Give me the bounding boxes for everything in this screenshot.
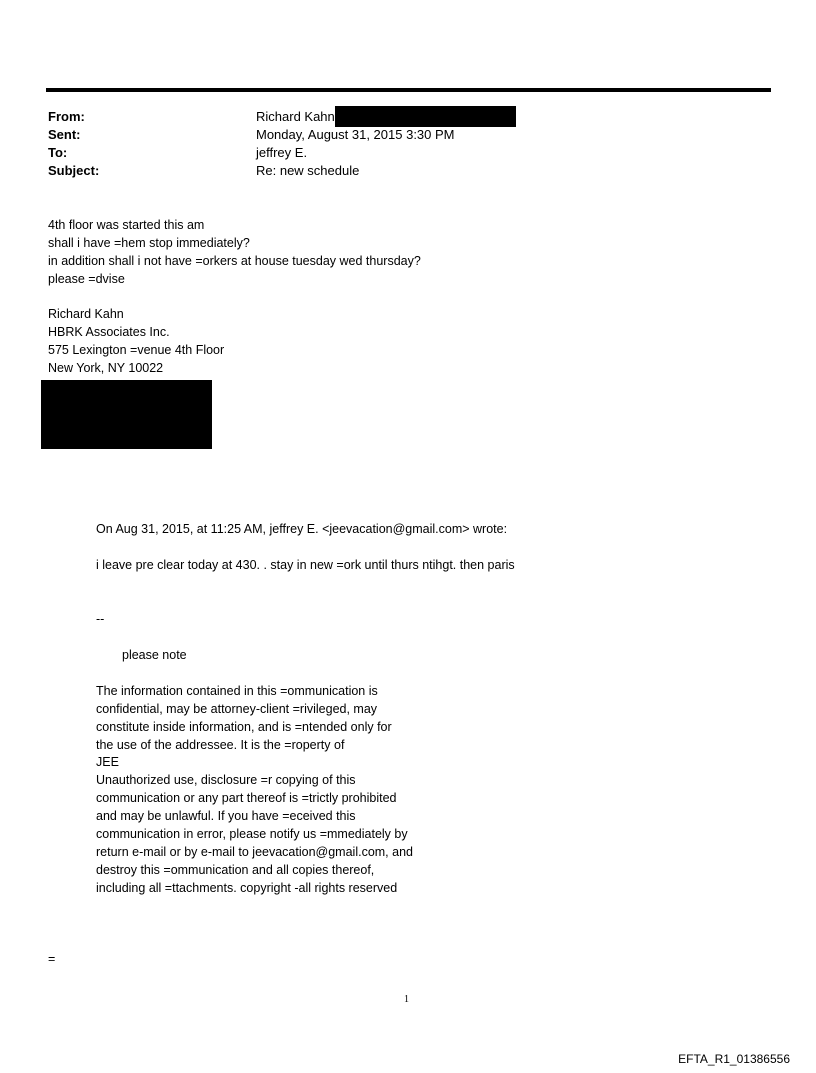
header-rule	[46, 88, 771, 92]
disclaimer-line: communication in error, please notify us =mmediately by	[96, 827, 408, 841]
signature-line: New York, NY 10022	[48, 361, 164, 375]
sent-label: Sent:	[48, 127, 81, 142]
body-line: in addition shall i not have =orkers at house tuesday wed thursday?	[48, 254, 421, 268]
disclaimer-line: including all =ttachments. copyright -all rights reserved	[96, 881, 398, 895]
disclaimer-line: the use of the addressee. It is the =roperty of	[96, 738, 345, 752]
quoted-intro: On Aug 31, 2015, at 11:25 AM, jeffrey E. <jeevacation@gmail.com> wrote:	[96, 522, 508, 536]
disclaimer-line: communication or any part thereof is =trictly prohibited	[96, 791, 397, 805]
from-label: From:	[48, 109, 85, 124]
page-number: 1	[404, 994, 409, 1005]
redaction-bar	[335, 106, 516, 127]
document-id: EFTA_R1_01386556	[678, 1052, 790, 1066]
to-value: jeffrey E.	[256, 145, 308, 160]
disclaimer-line: destroy this =ommunication and all copies thereof,	[96, 863, 375, 877]
subject-label: Subject:	[48, 163, 100, 178]
disclaimer-line: JEE	[96, 755, 119, 769]
redaction-block	[41, 380, 212, 449]
signature-line: Richard Kahn	[48, 307, 124, 321]
disclaimer-line: return e-mail or by e-mail to jeevacation@gmail.com, and	[96, 845, 413, 859]
body-line: 4th floor was started this am	[48, 218, 205, 232]
disclaimer-line: confidential, may be attorney-client =rivileged, may	[96, 702, 378, 716]
signature-line: HBRK Associates Inc.	[48, 325, 170, 339]
trailing-equals: =	[48, 952, 56, 966]
disclaimer-line: constitute inside information, and is =ntended only for	[96, 720, 392, 734]
disclaimer-line: The information contained in this =ommunication is	[96, 684, 378, 698]
to-label: To:	[48, 145, 68, 160]
subject-value: Re: new schedule	[256, 163, 360, 178]
from-value: Richard Kahn	[256, 109, 335, 124]
disclaimer-line: Unauthorized use, disclosure =r copying of this	[96, 773, 356, 787]
body-line: shall i have =hem stop immediately?	[48, 236, 250, 250]
signature-separator: --	[96, 612, 105, 626]
quoted-message: i leave pre clear today at 430. . stay in new =ork until thurs ntihgt. then paris	[96, 558, 515, 572]
signature-line: 575 Lexington =venue 4th Floor	[48, 343, 225, 357]
disclaimer-line: and may be unlawful. If you have =eceived this	[96, 809, 356, 823]
note-heading: please note	[122, 648, 187, 662]
sent-value: Monday, August 31, 2015 3:30 PM	[256, 127, 455, 142]
body-line: please =dvise	[48, 272, 125, 286]
